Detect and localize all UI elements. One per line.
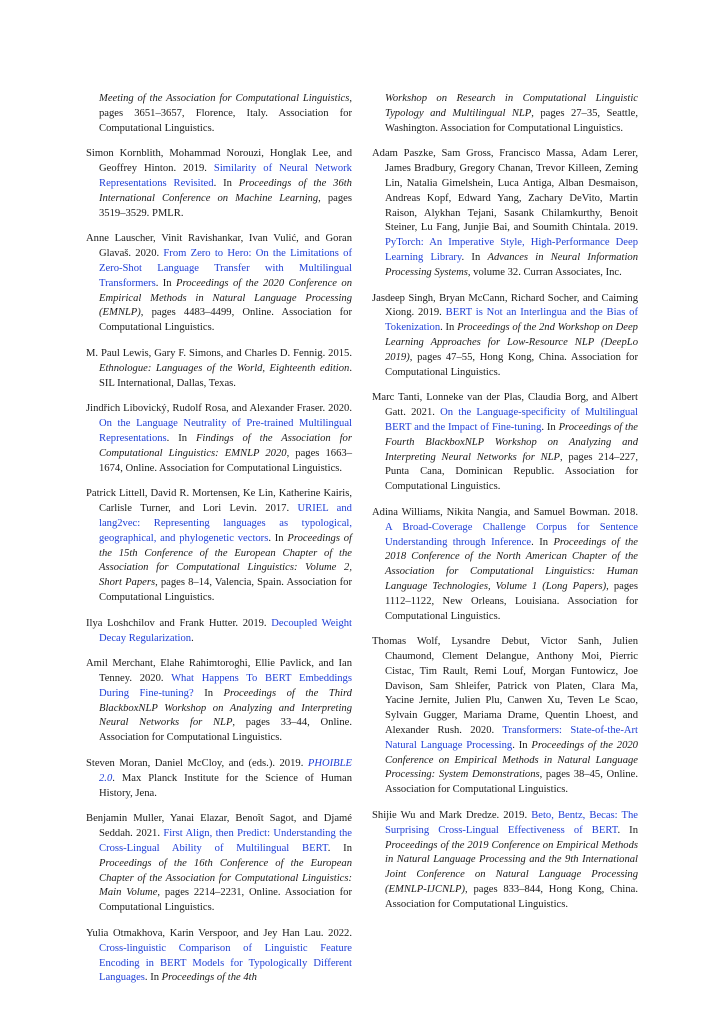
reference-entry bbox=[86, 347, 352, 391]
reference-text: . In bbox=[268, 532, 288, 544]
reference-entry bbox=[86, 812, 352, 916]
reference-text: Amil Merchant, Elahe Rahimtoroghi, Ellie Pavlick, and Ian Tenney. 2020. bbox=[86, 658, 352, 685]
reference-text: Marc Tanti, Lonneke van der Plas, Claudia Borg, and Albert Gatt. 2021. bbox=[372, 392, 638, 419]
reference-text: . In bbox=[327, 843, 352, 855]
reference-text: Shijie Wu and Mark Dredze. 2019. bbox=[372, 810, 532, 822]
reference-link[interactable]: Cross-linguistic Comparison of Linguistic Feature Encoding in BERT Models for Typologically Different Languages bbox=[99, 942, 352, 984]
reference-venue: Advances in Neural Information Processing Systems bbox=[385, 251, 638, 278]
reference-text: . In bbox=[144, 972, 162, 984]
reference-entry bbox=[372, 809, 638, 913]
reference-entry bbox=[86, 402, 352, 476]
reference-entry bbox=[372, 635, 638, 798]
reference-venue: Proceedings of the 2018 Conference of the North American Chapter of the Association for Computational Linguistics: Human Language Technologies, Volume 1 (Long Papers) bbox=[385, 536, 638, 592]
reference-link[interactable]: Decoupled Weight Decay Regularization bbox=[99, 617, 352, 644]
reference-text: Steven Moran, Daniel McCloy, and (eds.). 2019. bbox=[86, 758, 308, 770]
reference-text: . In bbox=[512, 739, 532, 751]
reference-text: Adina Williams, Nikita Nangia, and Samuel Bowman. 2018. bbox=[372, 506, 638, 518]
reference-entry bbox=[86, 657, 352, 746]
reference-venue: Proceedings of the Third BlackboxNLP Workshop on Analyzing and Interpreting Neural Networks for NLP bbox=[99, 687, 352, 729]
reference-text: Anne Lauscher, Vinit Ravishankar, Ivan Vulić, and Goran Glavaš. 2020. bbox=[86, 233, 352, 260]
reference-venue: Workshop on Research in Computational Linguistic Typology and Multilingual NLP bbox=[385, 93, 638, 119]
reference-text: . In bbox=[531, 536, 554, 548]
reference-venue: Proceedings of the 2020 Conference on Empirical Methods in Natural Language Processing (EMNLP) bbox=[99, 277, 352, 319]
reference-text: . In bbox=[166, 432, 196, 444]
reference-text: . SIL International, Dallas, Texas. bbox=[99, 362, 352, 389]
reference-venue: Meeting of the Association for Computational Linguistics bbox=[99, 93, 350, 104]
reference-entry bbox=[86, 757, 352, 801]
reference-entry bbox=[86, 927, 352, 986]
reference-entry bbox=[372, 506, 638, 624]
reference-link[interactable]: Beto, Bentz, Becas: The Surprising Cross-Lingual Effectiveness of BERT bbox=[385, 810, 638, 836]
reference-link[interactable]: A Broad-Coverage Challenge Corpus for Sentence Understanding through Inference bbox=[385, 521, 638, 548]
reference-entry bbox=[372, 292, 638, 381]
reference-entry bbox=[86, 617, 352, 647]
reference-text: , pages 47–55, Hong Kong, China. Association for Computational Linguistics. bbox=[385, 351, 638, 378]
reference-text: Ilya Loshchilov and Frank Hutter. 2019. bbox=[86, 617, 272, 629]
reference-text: Yulia Otmakhova, Karin Verspoor, and Jey Han Lau. 2022. bbox=[86, 928, 352, 940]
reference-link[interactable]: What Happens To BERT Embeddings During Fine-tuning? bbox=[99, 673, 352, 699]
reference-venue: Proceedings of the 4th bbox=[161, 972, 257, 984]
reference-text: . In bbox=[213, 177, 239, 189]
reference-link[interactable]: BERT is Not an Interlingua and the Bias of Tokenization bbox=[385, 307, 639, 334]
reference-text: . bbox=[191, 632, 194, 644]
reference-venue: Proceedings of the 16th Conference of the European Chapter of the Association for Computational Linguistics: Main Volume bbox=[99, 857, 352, 899]
reference-link[interactable]: PHOIBLE 2.0 bbox=[99, 758, 352, 784]
reference-link[interactable]: Similarity of Neural Network Representations Revisited bbox=[99, 163, 352, 189]
reference-entry-continued bbox=[86, 92, 352, 136]
reference-link[interactable]: Transformers: State-of-the-Art Natural Language Processing bbox=[385, 725, 638, 751]
reference-entry bbox=[372, 147, 638, 280]
reference-text: , pages 214–227, Punta Cana, Dominican Republic. Association for Computational Linguistics. bbox=[385, 451, 638, 493]
reference-text: , pages 33–44, Online. Association for Computational Linguistics. bbox=[99, 717, 352, 744]
reference-text: , pages 27–35, Seattle, Washington. Association for Computational Linguistics. bbox=[385, 107, 639, 134]
reference-text: , pages 833–844, Hong Kong, China. Association for Computational Linguistics. bbox=[385, 884, 638, 910]
reference-text: Benjamin Muller, Yanai Elazar, Benoît Sagot, and Djamé Seddah. 2021. bbox=[86, 813, 352, 840]
reference-text: M. Paul Lewis, Gary F. Simons, and Charles D. Fennig. 2015. bbox=[86, 347, 352, 359]
reference-venue: Proceedings of the 36th International Conference on Machine Learning bbox=[99, 177, 352, 204]
reference-text: Jindřich Libovický, Rudolf Rosa, and Alexander Fraser. 2020. bbox=[86, 403, 352, 415]
reference-link[interactable]: From Zero to Hero: On the Limitations of Zero-Shot Language Transfer with Multilingual Transformers bbox=[99, 248, 353, 289]
reference-venue: Proceedings of the 2nd Workshop on Deep Learning Approaches for Low-Resource NLP (DeepLo 2019) bbox=[385, 322, 638, 363]
reference-text: Jasdeep Singh, Bryan McCann, Richard Socher, and Caiming Xiong. 2019. bbox=[372, 292, 638, 319]
reference-text: , pages 2214–2231, Online. Association for Computational Linguistics. bbox=[99, 887, 352, 914]
reference-link[interactable]: On the Language-specificity of Multilingual BERT and the Impact of Fine-tuning bbox=[385, 407, 638, 433]
reference-text: Thomas Wolf, Lysandre Debut, Victor Sanh, Julien Chaumond, Clement Delangue, Anthony Moi, Pierric Cistac, Tim Rault, Remi Louf, Morgan Funtowicz, Joe Davison, Sam Shleifer, Patrick von Platen, Clara Ma, Yacine Jernite, Julien Plu, Canwen Xu, Teven Le Scao, Sylvain Gugger, Mariama Drame, Quentin Lhoest, and Alexander Rush. 2020. bbox=[372, 636, 638, 737]
reference-link[interactable]: First Align, then Predict: Understanding the Cross-Lingual Ability of Multilingual BERT bbox=[99, 828, 353, 855]
reference-text: , pages 1112–1122, New Orleans, Louisiana. Association for Computational Linguistics. bbox=[385, 580, 638, 622]
reference-text: . In bbox=[617, 824, 638, 836]
reference-text: . In bbox=[541, 421, 559, 433]
reference-text: , pages 38–45, Online. Association for Computational Linguistics. bbox=[385, 769, 638, 796]
reference-text: Simon Kornblith, Mohammad Norouzi, Honglak Lee, and Geoffrey Hinton. 2019. bbox=[86, 148, 352, 175]
reference-text: , pages 3519–3529. PMLR. bbox=[99, 192, 352, 219]
reference-link[interactable]: URIEL and lang2vec: Representing languages as typological, geographical, and phylogenetic vectors bbox=[99, 503, 352, 544]
reference-text: . In bbox=[440, 322, 458, 334]
reference-text: Patrick Littell, David R. Mortensen, Ke Lin, Katherine Kairis, Carlisle Turner, and Lori Levin. 2017. bbox=[86, 488, 352, 515]
reference-link[interactable]: On the Language Neutrality of Pre-trained Multilingual Representations bbox=[99, 418, 352, 444]
reference-text: . In bbox=[461, 251, 488, 263]
reference-venue: Proceedings of the 2020 Conference on Empirical Methods in Natural Language Processing: System Demonstrations bbox=[385, 739, 638, 781]
reference-entry bbox=[86, 147, 352, 221]
reference-link[interactable]: PyTorch: An Imperative Style, High-Performance Deep Learning Library bbox=[385, 237, 638, 263]
reference-text: In bbox=[193, 687, 224, 699]
reference-venue: Proceedings of the Fourth BlackboxNLP Workshop on Analyzing and Interpreting Neural Networks for NLP bbox=[385, 421, 638, 463]
reference-text: , pages 8–14, Valencia, Spain. Association for Computational Linguistics. bbox=[99, 577, 352, 603]
reference-venue: Findings of the Association for Computational Linguistics: EMNLP 2020 bbox=[99, 432, 352, 459]
reference-entry-continued bbox=[372, 92, 638, 136]
reference-text: , pages 3651–3657, Florence, Italy. Association for Computational Linguistics. bbox=[99, 93, 352, 134]
reference-entry bbox=[86, 232, 352, 336]
references-left-column bbox=[86, 92, 352, 997]
reference-text: , pages 1663–1674, Online. Association for Computational Linguistics. bbox=[99, 447, 352, 474]
reference-text: . Max Planck Institute for the Science of Human History, Jena. bbox=[99, 772, 352, 799]
reference-text: , volume 32. Curran Associates, Inc. bbox=[467, 266, 622, 278]
reference-text: Adam Paszke, Sam Gross, Francisco Massa, Adam Lerer, James Bradbury, Gregory Chanan, Trevor Killeen, Zeming Lin, Natalia Gimelshein, Luca Antiga, Alban Desmaison, Andreas Kopf, Edward Yang, Zachary DeVito, Martin Raison, Alykhan Tejani, Sasank Chilamkurthy, Benoit Steiner, Lu Fang, Junjie Bai, and Soumith Chintala. 2019. bbox=[372, 148, 638, 234]
reference-entry bbox=[372, 391, 638, 495]
references-right-column bbox=[372, 92, 638, 924]
reference-venue: Proceedings of the 2019 Conference on Empirical Methods in Natural Language Processing and the 9th International Joint Conference on Natural Language Processing (EMNLP-IJCNLP) bbox=[385, 839, 638, 896]
reference-venue: Ethnologue: Languages of the World, Eighteenth edition bbox=[99, 362, 350, 374]
reference-text: . In bbox=[155, 277, 176, 289]
reference-entry bbox=[86, 487, 352, 605]
reference-venue: Proceedings of the 15th Conference of the European Chapter of the Association for Computational Linguistics: Volume 2, Short Papers bbox=[99, 532, 352, 589]
reference-text: , pages 4483–4499, Online. Association for Computational Linguistics. bbox=[99, 307, 352, 334]
